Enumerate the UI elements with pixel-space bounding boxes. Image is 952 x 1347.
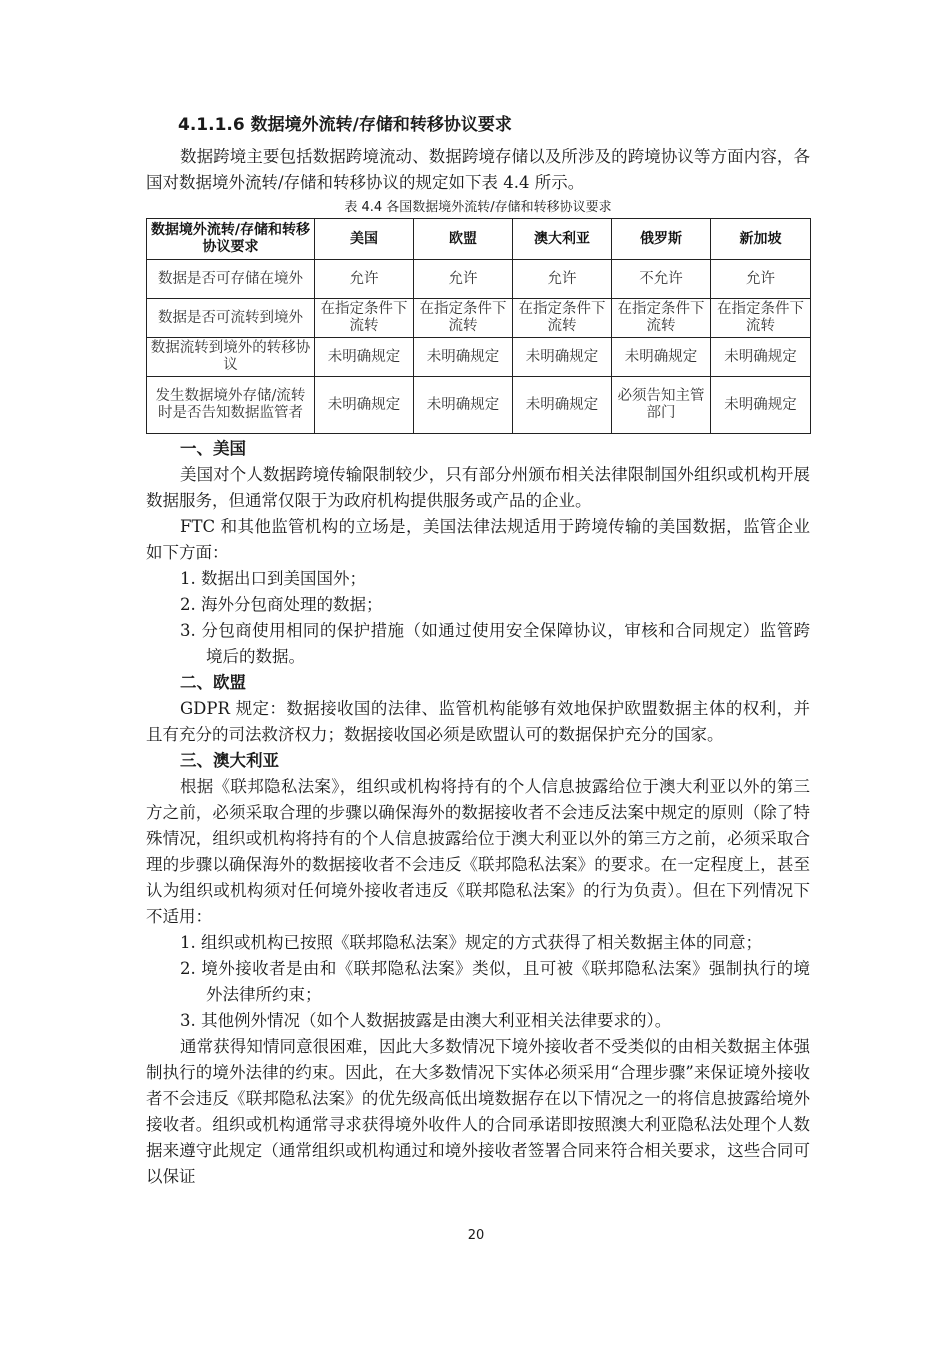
list-item: 3. 分包商使用相同的保护措施（如通过使用安全保障协议，审核和合同规定）监管跨境后的数据。 xyxy=(180,621,810,666)
table-header-cell: 数据境外流转/存储和转移协议要求 xyxy=(147,219,315,260)
eu-paragraph-1: GDPR 规定：数据接收国的法律、监管机构能够有效地保护欧盟数据主体的权利，并且有充分的司法救济权力；数据接收国必须是欧盟认可的数据保护充分的国家。 xyxy=(146,699,810,744)
table-cell: 未明确规定 xyxy=(414,338,513,377)
table-cell: 不允许 xyxy=(612,260,711,299)
heading-eu: 二、欧盟 xyxy=(180,673,246,692)
table-cell: 未明确规定 xyxy=(711,338,811,377)
table-cell: 在指定条件下流转 xyxy=(612,299,711,338)
table-cell: 在指定条件下流转 xyxy=(315,299,414,338)
table-cell: 数据是否可流转到境外 xyxy=(147,299,315,338)
list-item: 2. 境外接收者是由和《联邦隐私法案》类似，且可被《联邦隐私法案》强制执行的境外法律所约束； xyxy=(180,959,810,1004)
table-cell: 在指定条件下流转 xyxy=(513,299,612,338)
us-list xyxy=(146,566,810,670)
table-cell: 数据是否可存储在境外 xyxy=(147,260,315,299)
table-cell: 允许 xyxy=(513,260,612,299)
table-cell: 未明确规定 xyxy=(414,377,513,434)
table-cell: 在指定条件下流转 xyxy=(414,299,513,338)
au-paragraph-2: 通常获得知情同意很困难，因此大多数情况下境外接收者不受类似的由相关数据主体强制执行的境外法律的约束。因此，在大多数情况下实体必须采用“合理步骤”来保证境外接收者不会违反《联邦隐私法案》的优先级高低出境数据存在以下情况之一的将信息披露给境外接收者。组织或机构通常寻求获得境外收件人的合同承诺即按照澳大利亚隐私法处理个人数据来遵守此规定（通常组织或机构通过和境外接收者签署合同来符合相关要求，这些合同可以保证 xyxy=(146,1037,810,1186)
table-cell: 未明确规定 xyxy=(315,338,414,377)
table-cell: 发生数据境外存储/流转时是否告知数据监管者 xyxy=(147,377,315,434)
table-row xyxy=(147,338,811,377)
table-cell: 未明确规定 xyxy=(711,377,811,434)
heading-us: 一、美国 xyxy=(180,439,246,458)
table-header-cell: 澳大利亚 xyxy=(513,219,612,260)
table-cell: 允许 xyxy=(315,260,414,299)
intro-paragraph: 数据跨境主要包括数据跨境流动、数据跨境存储以及所涉及的跨境协议等方面内容，各国对数据境外流转/存储和转移协议的规定如下表 4.4 所示。 xyxy=(146,147,810,192)
table-cell: 数据流转到境外的转移协议 xyxy=(147,338,315,377)
list-item: 1. 组织或机构已按照《联邦隐私法案》规定的方式获得了相关数据主体的同意； xyxy=(180,933,762,952)
table-cell: 未明确规定 xyxy=(315,377,414,434)
table-caption: 表 4.4 各国数据境外流转/存储和转移协议要求 xyxy=(344,200,612,215)
document-page xyxy=(146,112,810,1190)
table-row xyxy=(147,260,811,299)
us-paragraph-2: FTC 和其他监管机构的立场是，美国法律法规适用于跨境传输的美国数据，监管企业如下方面： xyxy=(146,517,810,562)
heading-au: 三、澳大利亚 xyxy=(180,751,279,770)
table-cell: 未明确规定 xyxy=(513,377,612,434)
table-header-cell: 新加坡 xyxy=(711,219,811,260)
list-item: 3. 其他例外情况（如个人数据披露是由澳大利亚相关法律要求的）。 xyxy=(180,1011,672,1030)
au-list xyxy=(146,930,810,1034)
table-cell: 未明确规定 xyxy=(513,338,612,377)
table-header-cell: 美国 xyxy=(315,219,414,260)
table-row xyxy=(147,377,811,434)
list-item: 2. 海外分包商处理的数据； xyxy=(180,595,383,614)
table-header-cell: 欧盟 xyxy=(414,219,513,260)
us-paragraph-1: 美国对个人数据跨境传输限制较少，只有部分州颁布相关法律限制国外组织或机构开展数据服务，但通常仅限于为政府机构提供服务或产品的企业。 xyxy=(146,465,810,510)
table-cell: 允许 xyxy=(711,260,811,299)
comparison-table xyxy=(146,218,811,434)
table-cell: 在指定条件下流转 xyxy=(711,299,811,338)
au-paragraph-1: 根据《联邦隐私法案》，组织或机构将持有的个人信息披露给位于澳大利亚以外的第三方之前，必须采取合理的步骤以确保海外的数据接收者不会违反法案中规定的原则（除了特殊情况，组织或机构将持有的个人信息披露给位于澳大利亚以外的第三方之前，必须采取合理的步骤以确保海外的数据接收者不会违反《联邦隐私法案》的要求。在一定程度上，甚至认为组织或机构须对任何境外接收者违反《联邦隐私法案》的行为负责）。但在下列情况下不适用： xyxy=(146,777,810,926)
table-header-cell: 俄罗斯 xyxy=(612,219,711,260)
page-number: 20 xyxy=(467,1228,485,1243)
list-item: 1. 数据出口到美国国外； xyxy=(180,569,366,588)
table-cell: 允许 xyxy=(414,260,513,299)
table-cell: 必须告知主管部门 xyxy=(612,377,711,434)
table-row xyxy=(147,299,811,338)
section-title: 4.1.1.6 数据境外流转/存储和转移协议要求 xyxy=(178,115,512,135)
table-header-row xyxy=(147,219,811,260)
table-cell: 未明确规定 xyxy=(612,338,711,377)
